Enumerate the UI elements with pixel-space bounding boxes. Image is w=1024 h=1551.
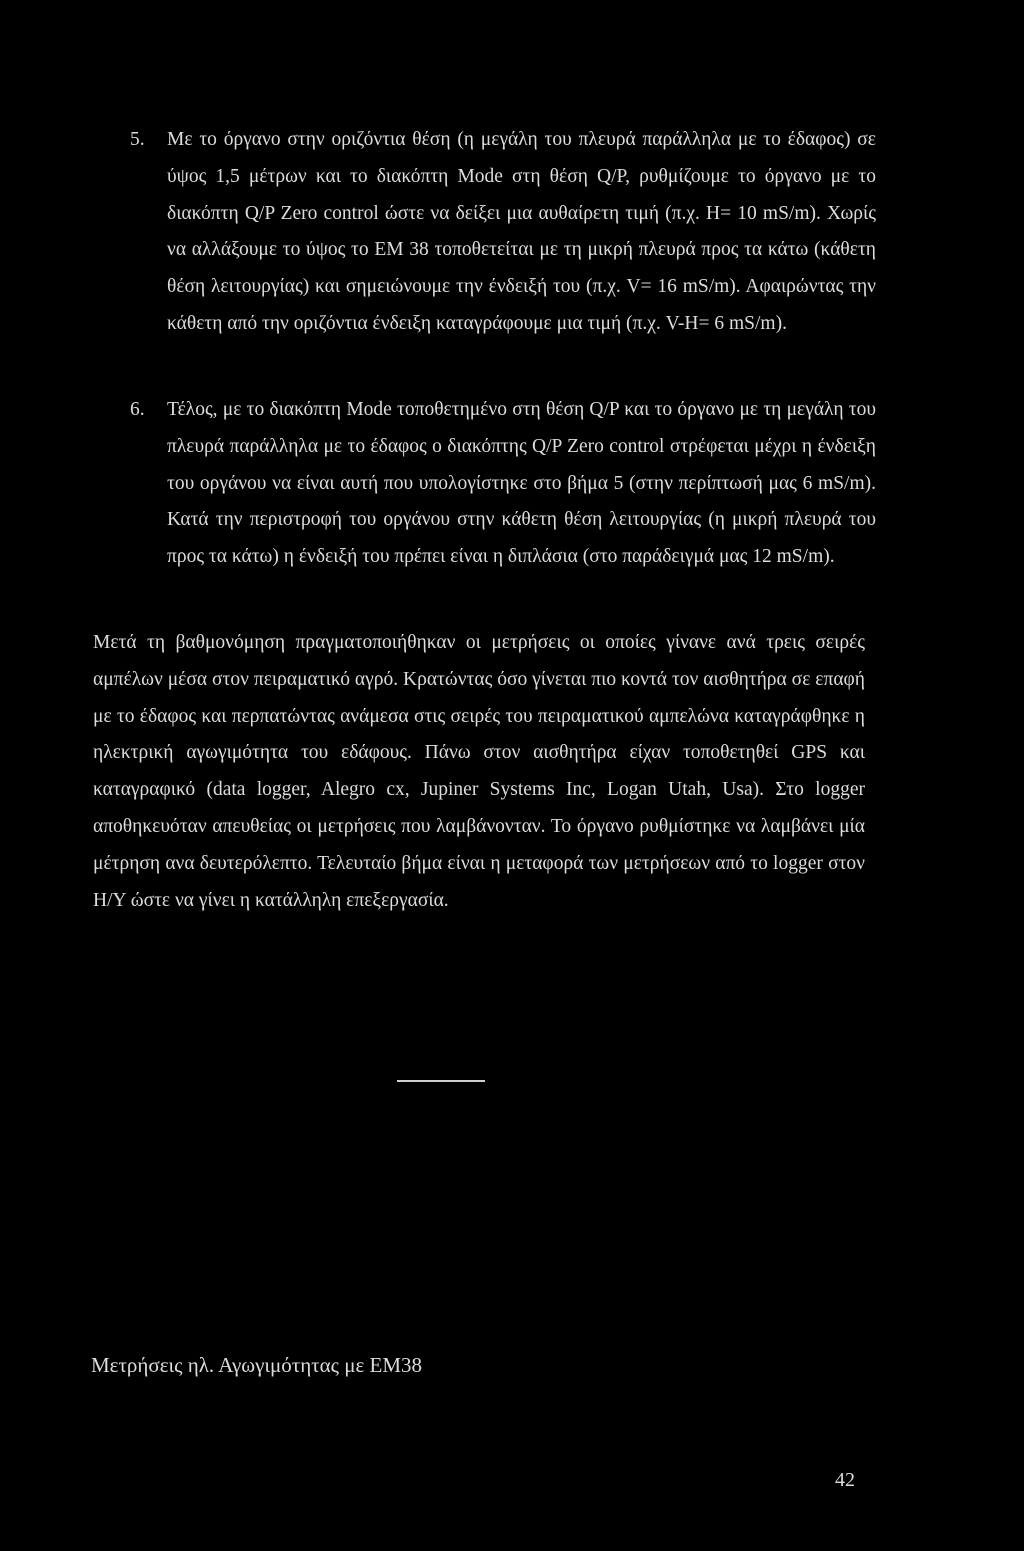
figure-caption: Μετρήσεις ηλ. Αγωγιμότητας με ΕΜ38 <box>91 1353 423 1377</box>
list-item-step-5 <box>130 122 876 343</box>
separator-line <box>397 1080 485 1082</box>
page-number: 42 <box>835 1469 855 1491</box>
list-item-step-6 <box>130 392 876 576</box>
body-paragraph: Μετά τη βαθμονόμηση πραγματοποιήθηκαν οι μετρήσεις οι οποίες γίνανε ανά τρεις σειρές αμπέλων μέσα στον πειραματικό αγρό. Κρατώντας όσο γίνεται πιο κοντά τον αισθητήρα σε επαφή με το έδαφος και περπατώντας ανάμεσα στις σειρές του πειραματικού αμπελώνα καταγράφθηκε η ηλεκτρική αγωγιμότητα του εδάφους. Πάνω στον αισθητήρα είχαν τοποθετηθεί GPS και καταγραφικό (data logger, Alegro cx, Jupiner Systems Inc, Logan Utah, Usa). Στο logger αποθηκευόταν απευθείας οι μετρήσεις που λαμβάνονταν. Το όργανο ρυθμίστηκε να λαμβάνει μία μέτρηση ανα δευτερόλεπτο. Τελευταίο βήμα είναι η μεταφορά των μετρήσεων από το logger στον Η/Υ ώστε να γίνει η κατάλληλη επεξεργασία. <box>93 632 865 911</box>
list-item-text: Με το όργανο στην οριζόντια θέση (η μεγάλη του πλευρά παράλληλα με το έδαφος) σε ύψος 1,5 μέτρων και το διακόπτη Mode στη θέση Q/P, ρυθμίζουμε το όργανο με το διακόπτη Q/P Zero control ώστε να δείξει μια αυθαίρετη τιμή (π.χ. H= 10 mS/m). Χωρίς να αλλάξουμε το ύψος το EM 38 τοποθετείται με τη μικρή πλευρά προς τα κάτω (κάθετη θέση λειτουργίας) και σημειώνουμε την ένδειξή του (π.χ. V= 16 mS/m). Αφαιρώντας την κάθετη από την οριζόντια ένδειξη καταγράφουμε μια τιμή (π.χ. V-H= 6 mS/m). <box>167 129 876 334</box>
list-item-number: 5. <box>130 129 145 150</box>
list-item-text: Τέλος, με το διακόπτη Mode τοποθετημένο στη θέση Q/P και το όργανο με τη μεγάλη του πλευρά παράλληλα με το έδαφος ο διακόπτης Q/P Zero control στρέφεται μέχρι η ένδειξη του οργάνου να είναι αυτή που υπολογίστηκε στο βήμα 5 (στην περίπτωσή μας 6 mS/m). Κατά την περιστροφή του οργάνου στην κάθετη θέση λειτουργίας (η μικρή πλευρά του προς τα κάτω) η ένδειξή του πρέπει είναι η διπλάσια (στο παράδειγμά μας 12 mS/m). <box>167 399 876 568</box>
list-item-number: 6. <box>130 399 145 420</box>
